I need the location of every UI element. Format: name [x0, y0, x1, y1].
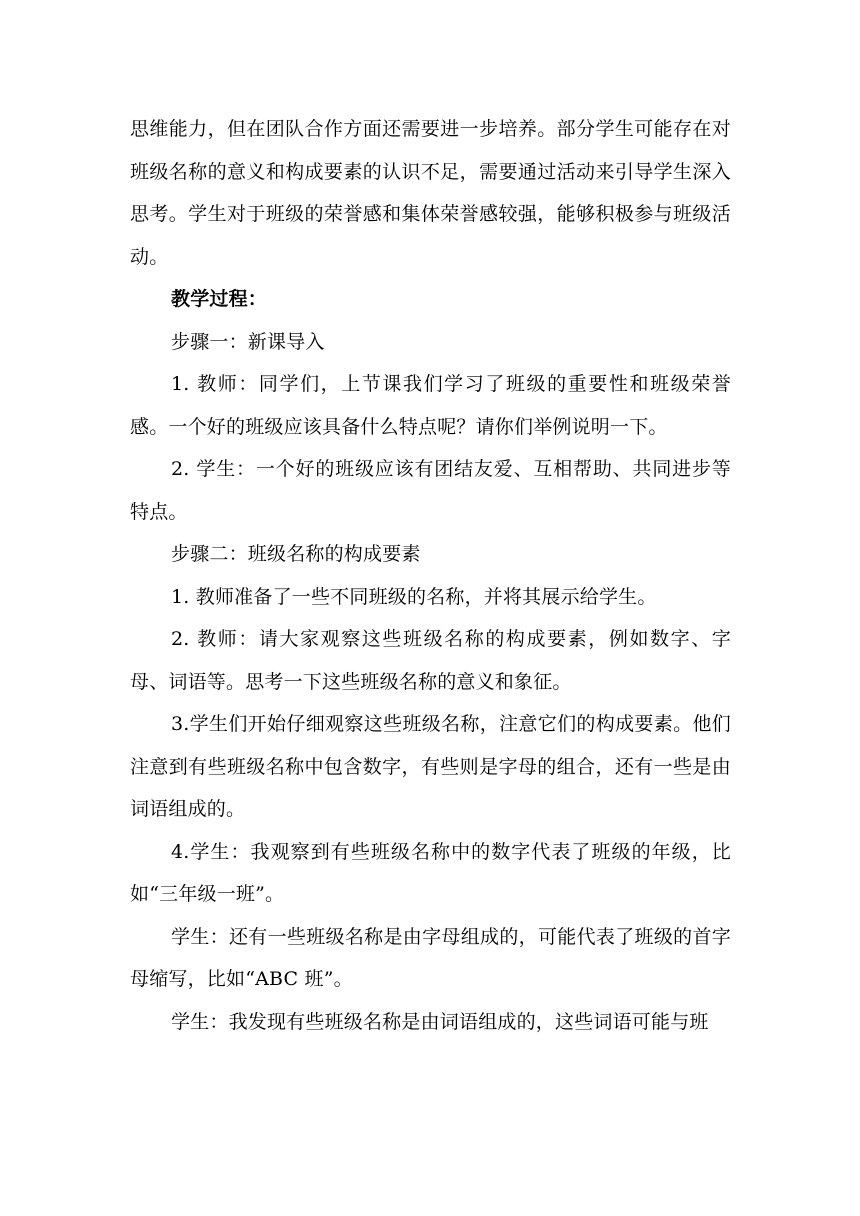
step-2-student-a: 学生：还有一些班级名称是由字母组成的，可能代表了班级的首字母缩写，比如“ABC 班”。 [130, 925, 731, 990]
step-2-item-4: 4.学生：我观察到有些班级名称中的数字代表了班级的年级，比如“三年级一班”。 [130, 840, 731, 905]
document-page [130, 108, 731, 1043]
paragraph-intro-continuation: 思维能力，但在团队合作方面还需要进一步培养。部分学生可能存在对班级名称的意义和构成要素的认识不足，需要通过活动来引导学生深入思考。学生对于班级的荣誉感和集体荣誉感较强，能够积极参与班级活动。 [130, 118, 731, 268]
step-1-item-2: 2. 学生：一个好的班级应该有团结友爱、互相帮助、共同进步等特点。 [130, 458, 731, 523]
step-2-item-1: 1. 教师准备了一些不同班级的名称，并将其展示给学生。 [171, 585, 657, 608]
section-heading-teaching-process: 教学过程： [171, 288, 268, 310]
step-2-title: 步骤二：班级名称的构成要素 [171, 543, 421, 565]
step-2-item-2: 2. 教师：请大家观察这些班级名称的构成要素，例如数字、字母、词语等。思考一下这些班级名称的意义和象征。 [130, 628, 731, 693]
step-1-title: 步骤一：新课导入 [171, 330, 325, 353]
step-2-student-b: 学生：我发现有些班级名称是由词语组成的，这些词语可能与班 [171, 1010, 709, 1033]
step-2-item-3: 3.学生们开始仔细观察这些班级名称，注意它们的构成要素。他们注意到有些班级名称中包含数字，有些则是字母的组合，还有一些是由词语组成的。 [130, 713, 731, 820]
step-1-item-1: 1. 教师：同学们，上节课我们学习了班级的重要性和班级荣誉感。一个好的班级应该具备什么特点呢？请你们举例说明一下。 [130, 373, 731, 438]
